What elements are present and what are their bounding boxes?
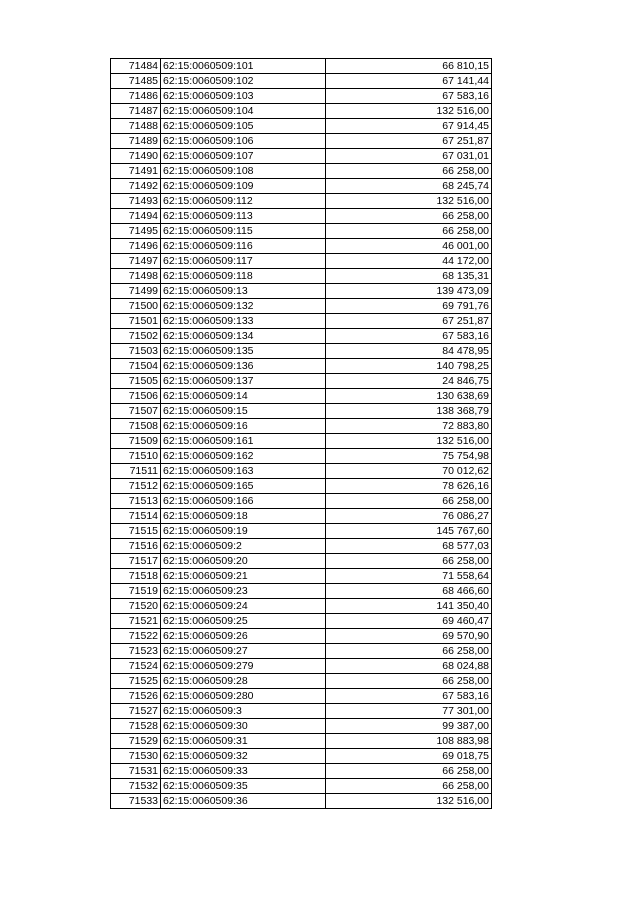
table-row <box>111 569 492 584</box>
table-row <box>111 494 492 509</box>
row-number-cell: 71496 <box>111 239 161 254</box>
table-row <box>111 554 492 569</box>
cadastral-number-cell: 62:15:0060509:161 <box>161 434 326 449</box>
row-number-cell: 71530 <box>111 749 161 764</box>
table-row <box>111 359 492 374</box>
row-number-cell: 71518 <box>111 569 161 584</box>
row-number-cell: 71488 <box>111 119 161 134</box>
cadastral-number-cell: 62:15:0060509:132 <box>161 299 326 314</box>
cadastral-number-cell: 62:15:0060509:135 <box>161 344 326 359</box>
cadastral-value-cell: 66 258,00 <box>326 764 492 779</box>
cadastral-value-cell: 67 141,44 <box>326 74 492 89</box>
cadastral-number-cell: 62:15:0060509:13 <box>161 284 326 299</box>
table-row <box>111 539 492 554</box>
cadastral-value-cell: 66 258,00 <box>326 779 492 794</box>
row-number-cell: 71517 <box>111 554 161 569</box>
row-number-cell: 71503 <box>111 344 161 359</box>
table-row <box>111 659 492 674</box>
row-number-cell: 71494 <box>111 209 161 224</box>
cadastral-number-cell: 62:15:0060509:21 <box>161 569 326 584</box>
cadastral-value-cell: 67 583,16 <box>326 329 492 344</box>
row-number-cell: 71485 <box>111 74 161 89</box>
cadastral-number-cell: 62:15:0060509:14 <box>161 389 326 404</box>
cadastral-value-cell: 66 258,00 <box>326 554 492 569</box>
table-row <box>111 209 492 224</box>
row-number-cell: 71513 <box>111 494 161 509</box>
cadastral-number-cell: 62:15:0060509:116 <box>161 239 326 254</box>
cadastral-number-cell: 62:15:0060509:24 <box>161 599 326 614</box>
table-row <box>111 104 492 119</box>
table-row <box>111 59 492 74</box>
cadastral-number-cell: 62:15:0060509:279 <box>161 659 326 674</box>
cadastral-number-cell: 62:15:0060509:104 <box>161 104 326 119</box>
cadastral-number-cell: 62:15:0060509:18 <box>161 509 326 524</box>
table-row <box>111 284 492 299</box>
table-row <box>111 269 492 284</box>
cadastral-value-cell: 67 583,16 <box>326 89 492 104</box>
table-row <box>111 794 492 809</box>
cadastral-number-cell: 62:15:0060509:101 <box>161 59 326 74</box>
row-number-cell: 71533 <box>111 794 161 809</box>
cadastral-value-cell: 69 570,90 <box>326 629 492 644</box>
cadastral-number-cell: 62:15:0060509:32 <box>161 749 326 764</box>
cadastral-value-cell: 75 754,98 <box>326 449 492 464</box>
cadastral-number-cell: 62:15:0060509:162 <box>161 449 326 464</box>
cadastral-number-cell: 62:15:0060509:35 <box>161 779 326 794</box>
row-number-cell: 71524 <box>111 659 161 674</box>
table-row <box>111 74 492 89</box>
cadastral-number-cell: 62:15:0060509:113 <box>161 209 326 224</box>
row-number-cell: 71522 <box>111 629 161 644</box>
cadastral-value-cell: 76 086,27 <box>326 509 492 524</box>
table-row <box>111 434 492 449</box>
cadastral-number-cell: 62:15:0060509:36 <box>161 794 326 809</box>
row-number-cell: 71502 <box>111 329 161 344</box>
row-number-cell: 71508 <box>111 419 161 434</box>
cadastral-value-cell: 139 473,09 <box>326 284 492 299</box>
cadastral-value-cell: 67 251,87 <box>326 134 492 149</box>
table-row <box>111 734 492 749</box>
cadastral-number-cell: 62:15:0060509:25 <box>161 614 326 629</box>
row-number-cell: 71514 <box>111 509 161 524</box>
cadastral-value-cell: 66 258,00 <box>326 209 492 224</box>
row-number-cell: 71519 <box>111 584 161 599</box>
cadastral-value-cell: 46 001,00 <box>326 239 492 254</box>
row-number-cell: 71529 <box>111 734 161 749</box>
cadastral-number-cell: 62:15:0060509:19 <box>161 524 326 539</box>
cadastral-number-cell: 62:15:0060509:137 <box>161 374 326 389</box>
cadastral-value-cell: 132 516,00 <box>326 794 492 809</box>
table-row <box>111 119 492 134</box>
row-number-cell: 71521 <box>111 614 161 629</box>
cadastral-number-cell: 62:15:0060509:3 <box>161 704 326 719</box>
table-row <box>111 89 492 104</box>
cadastral-value-cell: 99 387,00 <box>326 719 492 734</box>
cadastral-value-cell: 84 478,95 <box>326 344 492 359</box>
row-number-cell: 71497 <box>111 254 161 269</box>
table-row <box>111 449 492 464</box>
table-row <box>111 149 492 164</box>
cadastral-value-cell: 69 791,76 <box>326 299 492 314</box>
cadastral-number-cell: 62:15:0060509:134 <box>161 329 326 344</box>
cadastral-value-cell: 71 558,64 <box>326 569 492 584</box>
cadastral-number-cell: 62:15:0060509:165 <box>161 479 326 494</box>
cadastral-value-cell: 72 883,80 <box>326 419 492 434</box>
table-row <box>111 599 492 614</box>
table-row <box>111 629 492 644</box>
cadastral-number-cell: 62:15:0060509:106 <box>161 134 326 149</box>
row-number-cell: 71531 <box>111 764 161 779</box>
cadastral-value-cell: 68 245,74 <box>326 179 492 194</box>
cadastral-value-cell: 78 626,16 <box>326 479 492 494</box>
row-number-cell: 71484 <box>111 59 161 74</box>
row-number-cell: 71515 <box>111 524 161 539</box>
table-row <box>111 674 492 689</box>
table-row <box>111 704 492 719</box>
table-row <box>111 719 492 734</box>
row-number-cell: 71532 <box>111 779 161 794</box>
cadastral-value-cell: 67 583,16 <box>326 689 492 704</box>
cadastral-value-cell: 68 024,88 <box>326 659 492 674</box>
row-number-cell: 71505 <box>111 374 161 389</box>
cadastral-value-cell: 108 883,98 <box>326 734 492 749</box>
cadastral-number-cell: 62:15:0060509:280 <box>161 689 326 704</box>
cadastral-number-cell: 62:15:0060509:105 <box>161 119 326 134</box>
cadastral-value-cell: 70 012,62 <box>326 464 492 479</box>
row-number-cell: 71500 <box>111 299 161 314</box>
row-number-cell: 71510 <box>111 449 161 464</box>
cadastral-value-cell: 69 018,75 <box>326 749 492 764</box>
table-row <box>111 764 492 779</box>
cadastral-number-cell: 62:15:0060509:23 <box>161 584 326 599</box>
cadastral-value-cell: 67 031,01 <box>326 149 492 164</box>
table-row <box>111 614 492 629</box>
table-row <box>111 404 492 419</box>
table-row <box>111 254 492 269</box>
row-number-cell: 71509 <box>111 434 161 449</box>
table-row <box>111 584 492 599</box>
cadastral-value-cell: 140 798,25 <box>326 359 492 374</box>
cadastral-value-cell: 132 516,00 <box>326 194 492 209</box>
table-row <box>111 749 492 764</box>
table-row <box>111 374 492 389</box>
table-row <box>111 164 492 179</box>
cadastral-value-cell: 141 350,40 <box>326 599 492 614</box>
table-row <box>111 239 492 254</box>
table-row <box>111 644 492 659</box>
row-number-cell: 71504 <box>111 359 161 374</box>
row-number-cell: 71489 <box>111 134 161 149</box>
cadastral-value-cell: 77 301,00 <box>326 704 492 719</box>
document-page <box>110 58 491 809</box>
cadastral-number-cell: 62:15:0060509:20 <box>161 554 326 569</box>
cadastral-number-cell: 62:15:0060509:33 <box>161 764 326 779</box>
table-row <box>111 419 492 434</box>
row-number-cell: 71495 <box>111 224 161 239</box>
cadastral-number-cell: 62:15:0060509:133 <box>161 314 326 329</box>
cadastral-value-cell: 67 914,45 <box>326 119 492 134</box>
cadastral-value-cell: 44 172,00 <box>326 254 492 269</box>
cadastral-value-cell: 145 767,60 <box>326 524 492 539</box>
cadastral-number-cell: 62:15:0060509:118 <box>161 269 326 284</box>
cadastral-value-cell: 69 460,47 <box>326 614 492 629</box>
cadastral-number-cell: 62:15:0060509:115 <box>161 224 326 239</box>
table-row <box>111 179 492 194</box>
table-row <box>111 464 492 479</box>
row-number-cell: 71511 <box>111 464 161 479</box>
row-number-cell: 71525 <box>111 674 161 689</box>
cadastral-number-cell: 62:15:0060509:31 <box>161 734 326 749</box>
cadastral-number-cell: 62:15:0060509:30 <box>161 719 326 734</box>
table-row <box>111 689 492 704</box>
table-row <box>111 134 492 149</box>
cadastral-value-cell: 132 516,00 <box>326 434 492 449</box>
row-number-cell: 71527 <box>111 704 161 719</box>
cadastral-number-cell: 62:15:0060509:136 <box>161 359 326 374</box>
cadastral-value-cell: 66 258,00 <box>326 494 492 509</box>
table-row <box>111 479 492 494</box>
row-number-cell: 71499 <box>111 284 161 299</box>
cadastral-value-cell: 132 516,00 <box>326 104 492 119</box>
row-number-cell: 71493 <box>111 194 161 209</box>
cadastral-value-cell: 68 466,60 <box>326 584 492 599</box>
row-number-cell: 71501 <box>111 314 161 329</box>
cadastral-number-cell: 62:15:0060509:108 <box>161 164 326 179</box>
cadastral-value-cell: 24 846,75 <box>326 374 492 389</box>
row-number-cell: 71516 <box>111 539 161 554</box>
row-number-cell: 71487 <box>111 104 161 119</box>
table-row <box>111 194 492 209</box>
row-number-cell: 71523 <box>111 644 161 659</box>
cadastral-number-cell: 62:15:0060509:15 <box>161 404 326 419</box>
row-number-cell: 71498 <box>111 269 161 284</box>
cadastral-number-cell: 62:15:0060509:112 <box>161 194 326 209</box>
table-row <box>111 779 492 794</box>
table-row <box>111 524 492 539</box>
row-number-cell: 71506 <box>111 389 161 404</box>
cadastral-value-cell: 67 251,87 <box>326 314 492 329</box>
cadastral-value-cell: 66 810,15 <box>326 59 492 74</box>
cadastral-number-cell: 62:15:0060509:166 <box>161 494 326 509</box>
cadastral-value-cell: 66 258,00 <box>326 224 492 239</box>
cadastral-value-cell: 68 135,31 <box>326 269 492 284</box>
row-number-cell: 71492 <box>111 179 161 194</box>
row-number-cell: 71520 <box>111 599 161 614</box>
cadastral-value-cell: 68 577,03 <box>326 539 492 554</box>
table-row <box>111 224 492 239</box>
cadastral-number-cell: 62:15:0060509:26 <box>161 629 326 644</box>
cadastral-number-cell: 62:15:0060509:103 <box>161 89 326 104</box>
row-number-cell: 71528 <box>111 719 161 734</box>
table-row <box>111 314 492 329</box>
cadastral-number-cell: 62:15:0060509:27 <box>161 644 326 659</box>
cadastral-number-cell: 62:15:0060509:28 <box>161 674 326 689</box>
row-number-cell: 71512 <box>111 479 161 494</box>
cadastral-value-cell: 66 258,00 <box>326 164 492 179</box>
cadastral-number-cell: 62:15:0060509:107 <box>161 149 326 164</box>
cadastral-value-cell: 66 258,00 <box>326 674 492 689</box>
cadastral-number-cell: 62:15:0060509:117 <box>161 254 326 269</box>
table-row <box>111 509 492 524</box>
cadastral-number-cell: 62:15:0060509:109 <box>161 179 326 194</box>
cadastral-value-cell: 138 368,79 <box>326 404 492 419</box>
cadastral-value-cell: 66 258,00 <box>326 644 492 659</box>
cadastral-number-cell: 62:15:0060509:2 <box>161 539 326 554</box>
table-row <box>111 329 492 344</box>
cadastral-number-cell: 62:15:0060509:163 <box>161 464 326 479</box>
cadastral-value-cell: 130 638,69 <box>326 389 492 404</box>
table-row <box>111 389 492 404</box>
table-body <box>111 59 492 809</box>
row-number-cell: 71526 <box>111 689 161 704</box>
table-row <box>111 299 492 314</box>
row-number-cell: 71491 <box>111 164 161 179</box>
row-number-cell: 71507 <box>111 404 161 419</box>
row-number-cell: 71490 <box>111 149 161 164</box>
row-number-cell: 71486 <box>111 89 161 104</box>
cadastral-number-cell: 62:15:0060509:16 <box>161 419 326 434</box>
table-row <box>111 344 492 359</box>
cadastral-value-table <box>110 58 492 809</box>
cadastral-number-cell: 62:15:0060509:102 <box>161 74 326 89</box>
